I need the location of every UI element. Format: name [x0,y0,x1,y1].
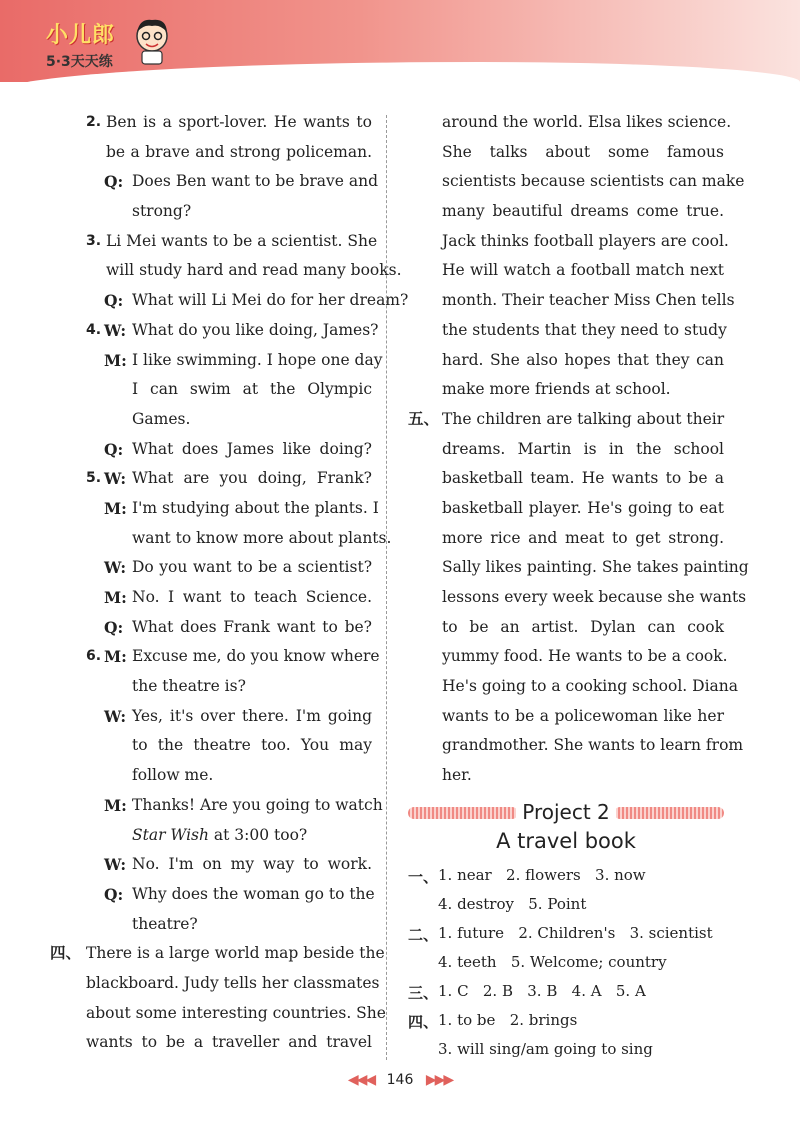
speaker-label: W: [104,558,127,578]
left-arrows-icon: ◀◀◀ [347,1072,375,1088]
item-number: 6. [86,648,102,665]
line-text: dreams. Martin is in the school [442,439,724,458]
line-text: blackboard. Judy tells her classmates [86,973,380,992]
text-line [80,731,372,761]
text-line [80,791,383,821]
item-number: 2. [86,114,102,130]
speaker-label: M: [104,647,127,667]
speaker-label: W: [104,855,127,875]
text-line [80,346,383,376]
line-text: I'm studying about the plants. I [132,498,379,517]
answer-line: 4. destroy 5. Point [438,895,587,913]
text-line [408,494,728,524]
project-heading [408,800,724,826]
speaker-label: W: [104,320,127,340]
text-line [408,524,728,554]
text-line [80,316,379,346]
text-line [80,167,379,197]
text-line [80,138,372,168]
section-marker: 一、 [408,868,439,886]
text-line [80,583,372,613]
line-text: Sally likes painting. She takes painting [442,558,749,577]
line-text: to the theatre too. You may [132,736,372,755]
logo-title: 小儿郎 [46,23,116,48]
text-line [80,227,378,257]
text-line [80,375,372,405]
page-footer [0,1072,800,1088]
section-marker: 四、 [408,1013,439,1031]
line-text: theatre? [132,914,198,933]
text-line [408,256,728,286]
line-text: many beautiful dreams come true. [442,202,724,221]
line-text: Ben is a sport-lover. He wants to [106,113,372,131]
right-column [408,108,749,791]
line-text: No. I want to teach Science. [132,588,372,606]
answer-line: 1. future 2. Children's 3. scientist [438,924,713,942]
line-text: Jack thinks football players are cool. [442,231,729,250]
line-text: I like swimming. I hope one day [132,350,383,369]
speaker-label: M: [104,795,127,815]
text-line [80,1028,372,1058]
text-line [408,642,728,672]
line-text: What does James like doing? [132,439,372,458]
line-text: yummy food. He wants to be a cook. [442,647,728,666]
left-column [50,108,409,1058]
line-text: wants to be a traveller and travel [86,1033,372,1052]
line-text: hard. She also hopes that they can [442,350,724,369]
speaker-label: Q: [104,439,124,459]
text-line [408,286,735,316]
line-text: Does Ben want to be brave and [132,172,379,191]
speaker-label: Q: [104,884,124,904]
line-text: basketball team. He wants to be a [442,469,724,488]
text-line [50,939,385,969]
text-line [408,553,749,583]
line-text: The children are talking about their [442,409,725,428]
answer-line: 1. near 2. flowers 3. now [438,866,646,884]
section-marker: 四、 [50,944,82,963]
speaker-label: Q: [104,291,124,311]
text-line [408,761,728,791]
line-text: scientists because scientists can make [442,172,745,191]
line-text: Yes, it's over there. I'm going [132,706,372,725]
text-line [80,642,380,672]
speaker-label: W: [104,706,127,726]
text-line [408,346,728,376]
speaker-label: W: [104,469,127,489]
project-subtitle: A travel book [496,829,636,853]
film-title: Star Wish [132,825,209,844]
text-line [80,613,372,643]
text-line [408,702,728,732]
text-line [408,316,728,346]
text-line [408,435,728,465]
text-line [80,108,372,138]
text-line [408,227,728,257]
line-text: Do you want to be a scientist? [132,558,372,577]
text-line [80,999,386,1029]
section-marker: 二、 [408,926,439,944]
line-text: Why does the woman go to the [132,884,375,903]
text-line [80,435,372,465]
line-text: to be an artist. Dylan can cook [442,617,724,636]
line-text: Games. [132,409,191,428]
line-text: around the world. Elsa likes science. [442,113,732,131]
section-marker: 三、 [408,984,439,1002]
logo-subtitle: 5·3天天练 [46,54,113,70]
text-line [408,613,728,643]
text-line [80,702,372,732]
header-curve [0,62,800,102]
item-number: 3. [86,232,102,249]
speaker-label: Q: [104,617,124,637]
page-header [0,0,800,82]
text-line [80,256,402,286]
line-text: He's going to a cooking school. Diana [442,677,738,696]
section-marker: 五、 [408,409,440,428]
speaker-label: Q: [104,172,124,192]
text-line [80,494,379,524]
line-text: What will Li Mei do for her dream? [132,291,409,310]
column-divider [386,115,387,1060]
line-text: basketball player. He's going to eat [442,498,724,517]
line-text: will study hard and read many books. [106,261,402,280]
text-line [408,375,728,405]
answer-line: 1. to be 2. brings [438,1011,578,1029]
line-text: He will watch a football match next [442,261,724,280]
line-text: I can swim at the Olympic [132,380,372,399]
line-text: She talks about some famous [442,142,724,161]
text-line [408,197,728,227]
text-line [408,138,728,168]
text-line [80,524,392,554]
text-line [80,761,372,791]
speaker-label: M: [104,350,127,370]
line-text: month. Their teacher Miss Chen tells [442,291,735,310]
right-arrows-icon: ▶▶▶ [425,1072,453,1088]
line-text: make more friends at school. [442,380,671,399]
text-line [80,821,372,851]
answer-line: 4. teeth 5. Welcome; country [438,953,667,971]
line-text: There is a large world map beside the [86,944,385,963]
line-text: No. I'm on my way to work. [132,855,372,874]
speaker-label: M: [104,588,127,607]
line-text: What do you like doing, James? [132,320,379,339]
publisher-logo [46,18,115,71]
text-line [80,850,372,880]
text-line [408,731,744,761]
text-line [408,464,728,494]
text-line [80,910,372,940]
text-line [408,108,732,138]
text-line [80,880,375,910]
line-text: be a brave and strong policeman. [106,142,372,161]
answer-line: 1. C 2. B 3. B 4. A 5. A [438,982,646,1000]
text-line [80,464,372,494]
line-text: Li Mei wants to be a scientist. She [106,231,378,250]
speaker-label: M: [104,498,127,518]
line-text: Thanks! Are you going to watch [132,795,383,814]
project-title: Project 2 [516,800,616,824]
text-line [80,197,372,227]
line-text: the students that they need to study [442,320,727,339]
line-text: Excuse me, do you know where [132,647,380,666]
text-line [408,405,728,435]
answer-line: 3. will sing/am going to sing [438,1040,653,1058]
line-text: the theatre is? [132,677,246,696]
line-text: Star Wish at 3:00 too? [132,825,308,844]
line-text: What does Frank want to be? [132,617,372,636]
item-number: 4. [86,321,102,338]
text-line [80,286,409,316]
text-line [80,405,372,435]
text-line [80,553,372,583]
line-text: her. [442,766,472,785]
line-text: What are you doing, Frank? [132,469,372,488]
text-line [408,672,738,702]
line-text: want to know more about plants. [132,528,392,547]
line-text: about some interesting countries. She [86,1003,386,1022]
item-number: 5. [86,470,102,487]
text-line [408,167,745,197]
text-line [408,583,747,613]
line-text: grandmother. She wants to learn from [442,736,744,755]
line-text: strong? [132,202,192,221]
text-line [80,672,372,702]
line-text: follow me. [132,766,214,785]
line-text: lessons every week because she wants [442,588,747,606]
line-text: wants to be a policewoman like her [442,706,724,725]
mascot-icon [132,16,172,66]
line-text: more rice and meat to get strong. [442,528,724,547]
text-line [80,969,380,999]
page-number: 146 [386,1072,414,1088]
